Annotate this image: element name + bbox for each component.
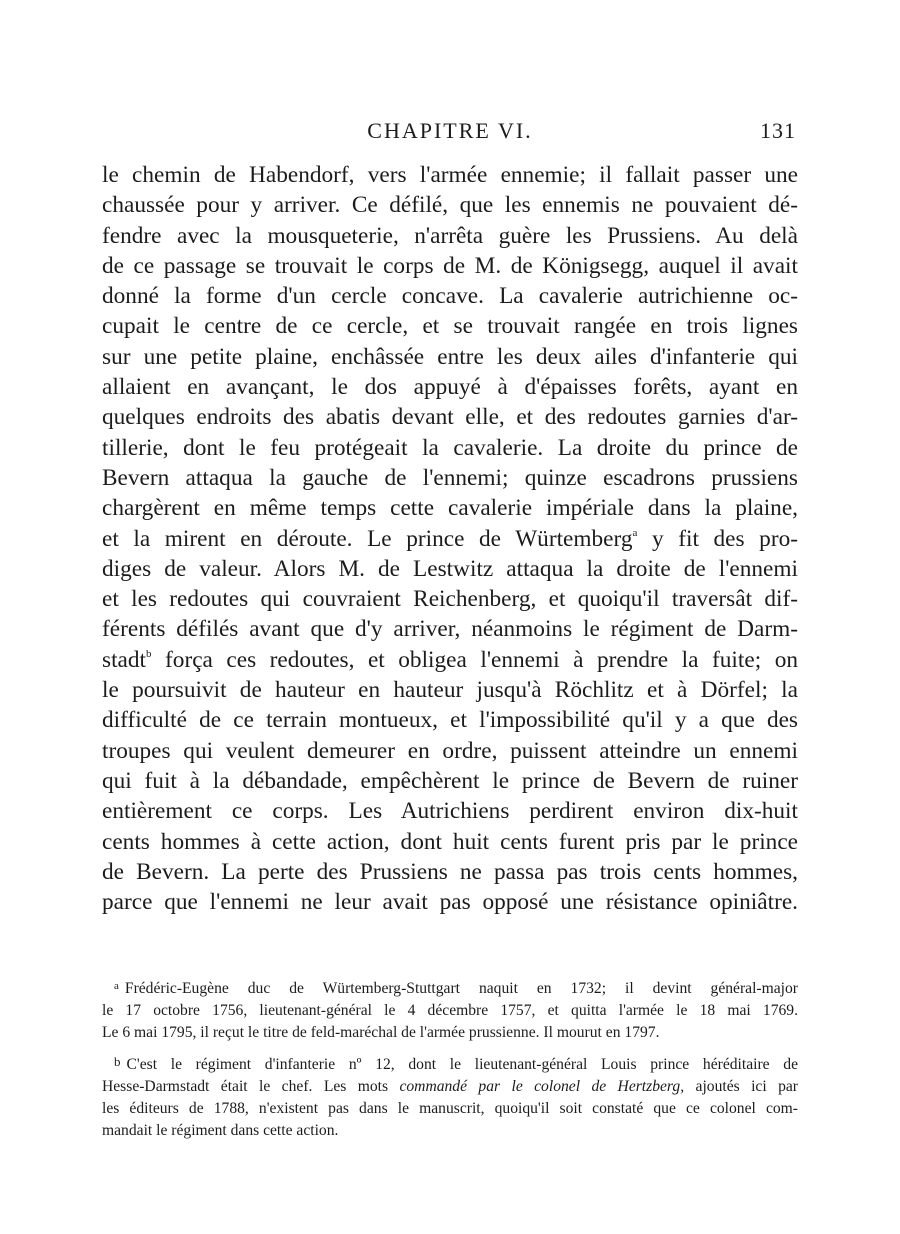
text-line: troupes qui veulent demeurer en ordre, puissent atteindre un ennemi bbox=[102, 737, 798, 764]
footnote-line: le 17 octobre 1756, lieutenant-général le 4 décembre 1757, et quitta l'armée le 18 mai 1769. bbox=[102, 1002, 798, 1019]
text-line: le poursuivit de hauteur en hauteur jusqu'à Röchlitz et à Dörfel; la bbox=[102, 677, 798, 704]
text-line: donné la forme d'un cercle concave. La cavalerie autrichienne oc- bbox=[102, 283, 798, 310]
page-number: 131 bbox=[760, 118, 796, 143]
text-line: sur une petite plaine, enchâssée entre les deux ailes d'infanterie qui bbox=[102, 343, 798, 370]
text-segment: y fit des pro- bbox=[637, 525, 798, 552]
text-segment: Hesse-Darmstadt était le chef. Les mots bbox=[102, 1078, 400, 1095]
footnote-line bbox=[102, 1076, 798, 1098]
footnote-a bbox=[102, 978, 798, 1044]
page-header bbox=[102, 118, 798, 152]
text-line: de ce passage se trouvait le corps de M. de Königsegg, auquel il avait bbox=[102, 252, 798, 279]
italic-quote: commandé par le colonel de Hertzberg, bbox=[399, 1078, 685, 1095]
footnote-marker: b bbox=[114, 1054, 121, 1069]
text-line: Bevern attaqua la gauche de l'ennemi; quinze escadrons prussiens bbox=[102, 464, 798, 491]
text-line: le chemin de Habendorf, vers l'armée ennemie; il fallait passer une bbox=[102, 162, 798, 188]
footnote-marker: a bbox=[114, 980, 119, 992]
text-line: diges de valeur. Alors M. de Lestwitz attaqua la droite de l'ennemi bbox=[102, 555, 798, 582]
footnote-line bbox=[102, 978, 798, 1000]
main-text bbox=[102, 160, 798, 917]
footnote-line: mandait le régiment dans cette action. bbox=[102, 1122, 339, 1139]
text-line bbox=[102, 524, 798, 554]
text-segment: et la mirent en déroute. Le prince de Würtemberg bbox=[102, 525, 633, 552]
text-line: chargèrent en même temps cette cavalerie impériale dans la plaine, bbox=[102, 495, 798, 522]
text-line: chaussée pour y arriver. Ce défilé, que les ennemis ne pouvaient dé- bbox=[102, 192, 798, 219]
text-line: tillerie, dont le feu protégeait la cavalerie. La droite du prince de bbox=[102, 434, 798, 461]
text-segment: ajoutés ici par bbox=[684, 1078, 798, 1095]
text-line: quelques endroits des abatis devant elle, et des redoutes garnies d'ar- bbox=[102, 404, 798, 431]
footnote-ref-a[interactable]: a bbox=[632, 526, 638, 539]
footnote-b bbox=[102, 1054, 798, 1142]
footnote-ref-b[interactable]: b bbox=[146, 647, 152, 660]
text-line: cupait le centre de ce cercle, et se trouvait rangée en trois lignes bbox=[102, 313, 798, 340]
text-segment: stadt bbox=[102, 646, 147, 673]
text-line: parce que l'ennemi ne leur avait pas opposé une résistance opiniâtre. bbox=[102, 889, 798, 916]
running-head: CHAPITRE VI. bbox=[367, 118, 533, 143]
text-line: allaient en avançant, le dos appuyé à d'épaisses forêts, ayant en bbox=[102, 374, 798, 401]
text-line: cents hommes à cette action, dont huit cents furent pris par le prince bbox=[102, 828, 798, 855]
text-line: férents défilés avant que d'y arriver, néanmoins le régiment de Darm- bbox=[102, 616, 798, 643]
text-segment: C'est le régiment d'infanterie nº 12, dont le lieutenant-général Louis prince héréditaire de bbox=[126, 1056, 798, 1073]
footnote-line: les éditeurs de 1788, n'existent pas dans le manuscrit, quoiqu'il soit constaté que ce colonel com- bbox=[102, 1100, 798, 1117]
footnote-line: Le 6 mai 1795, il reçut le titre de feld-maréchal de l'armée prussienne. Il mourut en 1797. bbox=[102, 1024, 660, 1041]
text-segment: força ces redoutes, et obligea l'ennemi à prendre la fuite; on bbox=[151, 646, 798, 673]
text-line: difficulté de ce terrain montueux, et l'impossibilité qu'il y a que des bbox=[102, 707, 798, 734]
text-line: de Bevern. La perte des Prussiens ne passa pas trois cents hommes, bbox=[102, 858, 798, 885]
text-segment: Frédéric-Eugène duc de Würtemberg-Stuttgart naquit en 1732; il devint général-major bbox=[124, 980, 798, 997]
text-line: fendre avec la mousqueterie, n'arrêta guère les Prussiens. Au delà bbox=[102, 222, 798, 249]
text-line: qui fuit à la débandade, empêchèrent le prince de Bevern de ruiner bbox=[102, 767, 798, 794]
text-line bbox=[102, 645, 798, 675]
footnote-line bbox=[102, 1054, 798, 1076]
text-line: et les redoutes qui couvraient Reichenberg, et quoiqu'il traversât dif- bbox=[102, 586, 798, 613]
footnotes bbox=[102, 978, 798, 1144]
text-line: entièrement ce corps. Les Autrichiens perdirent environ dix-huit bbox=[102, 798, 798, 825]
